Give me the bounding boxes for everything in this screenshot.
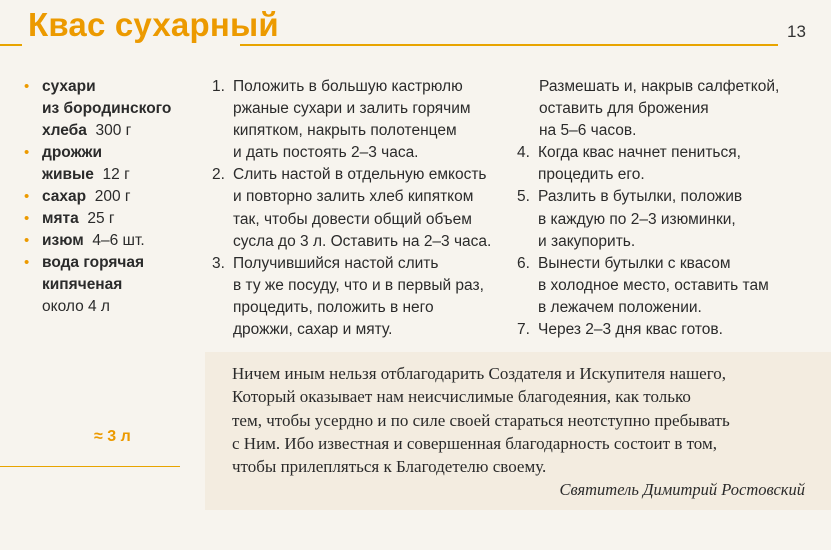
ingredient-name: дрожжи <box>42 144 103 161</box>
recipe-step <box>212 76 517 164</box>
step-number: 4. <box>517 144 530 162</box>
steps-column-2 <box>517 76 827 341</box>
bullet-icon: • <box>24 232 30 249</box>
ingredient-name: живые <box>42 166 94 183</box>
ingredient-name-line <box>42 230 212 252</box>
quote-line: тем, чтобы усердно и по силе своей стараться неотступно пребывать <box>232 410 730 430</box>
ingredient-item <box>22 208 212 230</box>
step-line: Вынести бутылки с квасом <box>538 254 731 272</box>
ingredient-name: изюм <box>42 232 84 249</box>
step-line: Размешать и, накрыв салфеткой, <box>539 78 780 95</box>
step-line: на 5–6 часов. <box>539 122 637 140</box>
step-line: Через 2–3 дня квас готов. <box>538 321 723 339</box>
quote-line: чтобы прилепляться к Благодетелю своему. <box>232 457 547 477</box>
recipe-step <box>212 253 517 341</box>
title-right-rule <box>240 44 778 46</box>
quote-line: с Ним. Ибо известная и совершенная благодарность состоит в том, <box>232 433 717 453</box>
step-line: в каждую по 2–3 изюминки, <box>538 210 736 228</box>
ingredient-name: мята <box>42 210 79 227</box>
step-line: процедить, положить в него <box>233 298 434 316</box>
recipe-step <box>517 186 827 252</box>
ingredient-name: сухари <box>42 78 96 95</box>
recipe-title: Квас сухарный <box>28 6 279 43</box>
ingredient-amount: 300 г <box>95 122 132 139</box>
step-3-continuation <box>517 76 827 142</box>
step-number: 5. <box>517 188 530 206</box>
step-line: в холодное место, оставить там <box>538 276 769 294</box>
step-line: оставить для брожения <box>539 100 709 118</box>
quote-text <box>232 362 792 478</box>
ingredient-name-line <box>42 274 212 296</box>
yield-label: ≈ 3 л <box>94 428 131 445</box>
step-number: 3. <box>212 254 225 272</box>
ingredient-item <box>22 142 212 186</box>
ingredient-amount: 25 г <box>87 210 115 227</box>
quote-line: Который оказывает нам неисчислимые благодеяния, как только <box>232 387 691 407</box>
ingredient-item <box>22 252 212 318</box>
step-line: дрожжи, сахар и мяту. <box>233 321 393 339</box>
step-line: Разлить в бутылки, положив <box>538 188 743 206</box>
recipe-step <box>212 164 517 252</box>
step-line: кипятком, накрыть полотенцем <box>233 122 457 140</box>
step-line: ржаные сухари и залить горячим <box>233 100 471 118</box>
step-line: процедить его. <box>538 166 645 184</box>
step-line: Слить настой в отдельную емкость <box>233 166 487 184</box>
step-line: и закупорить. <box>538 232 636 250</box>
ingredient-name-line <box>42 208 212 230</box>
bullet-icon: • <box>24 78 30 95</box>
ingredient-item <box>22 186 212 208</box>
ingredient-amount: около 4 л <box>42 298 110 315</box>
step-line: Когда квас начнет пениться, <box>538 144 741 162</box>
ingredient-name: кипяченая <box>42 276 123 293</box>
ingredient-name: сахар <box>42 188 87 205</box>
ingredients-list <box>22 76 212 318</box>
ingredient-name-line <box>42 142 212 164</box>
step-number: 2. <box>212 166 225 184</box>
bullet-icon: • <box>24 254 30 271</box>
ingredient-name-line <box>42 252 212 274</box>
recipe-step <box>517 253 827 319</box>
step-line: и дать постоять 2–3 часа. <box>233 144 419 162</box>
step-line: и повторно залить хлеб кипятком <box>233 188 474 206</box>
title-left-rule <box>0 44 22 46</box>
ingredient-name-line <box>42 186 212 208</box>
steps-column-1 <box>212 76 517 341</box>
ingredient-item <box>22 76 212 142</box>
recipe-step <box>517 142 827 186</box>
ingredient-name-line <box>42 98 212 120</box>
bullet-icon: • <box>24 144 30 161</box>
bullet-icon: • <box>24 188 30 205</box>
ingredient-name: из бородинского <box>42 100 172 117</box>
step-line: сусла до 3 л. Оставить на 2–3 часа. <box>233 232 492 250</box>
quote-author: Святитель Димитрий Ростовский <box>559 480 805 499</box>
bullet-icon: • <box>24 210 30 227</box>
ingredient-name-line <box>42 164 212 186</box>
ingredient-amount: 200 г <box>94 188 131 205</box>
ingredient-name-line <box>42 120 212 142</box>
ingredient-amount: 4–6 шт. <box>92 232 145 249</box>
page-number: 13 <box>787 22 806 41</box>
step-line: в лежачем положении. <box>538 298 702 316</box>
ingredient-name: хлеба <box>42 122 87 139</box>
step-line: так, чтобы довести общий объем <box>233 210 472 228</box>
ingredient-name: вода горячая <box>42 254 145 271</box>
recipe-step <box>517 319 827 341</box>
ingredient-name-line <box>42 76 212 98</box>
ingredient-amount: 12 г <box>102 166 130 183</box>
step-number: 1. <box>212 78 225 95</box>
step-line: в ту же посуду, что и в первый раз, <box>233 276 484 294</box>
ingredient-item <box>22 230 212 252</box>
step-number: 6. <box>517 254 530 272</box>
yield-rule <box>0 466 180 467</box>
step-number: 7. <box>517 321 530 339</box>
step-line: Положить в большую кастрюлю <box>233 78 463 95</box>
quote-line: Ничем иным нельзя отблагодарить Создателя и Искупителя нашего, <box>232 364 727 383</box>
step-line: Получившийся настой слить <box>233 254 439 272</box>
